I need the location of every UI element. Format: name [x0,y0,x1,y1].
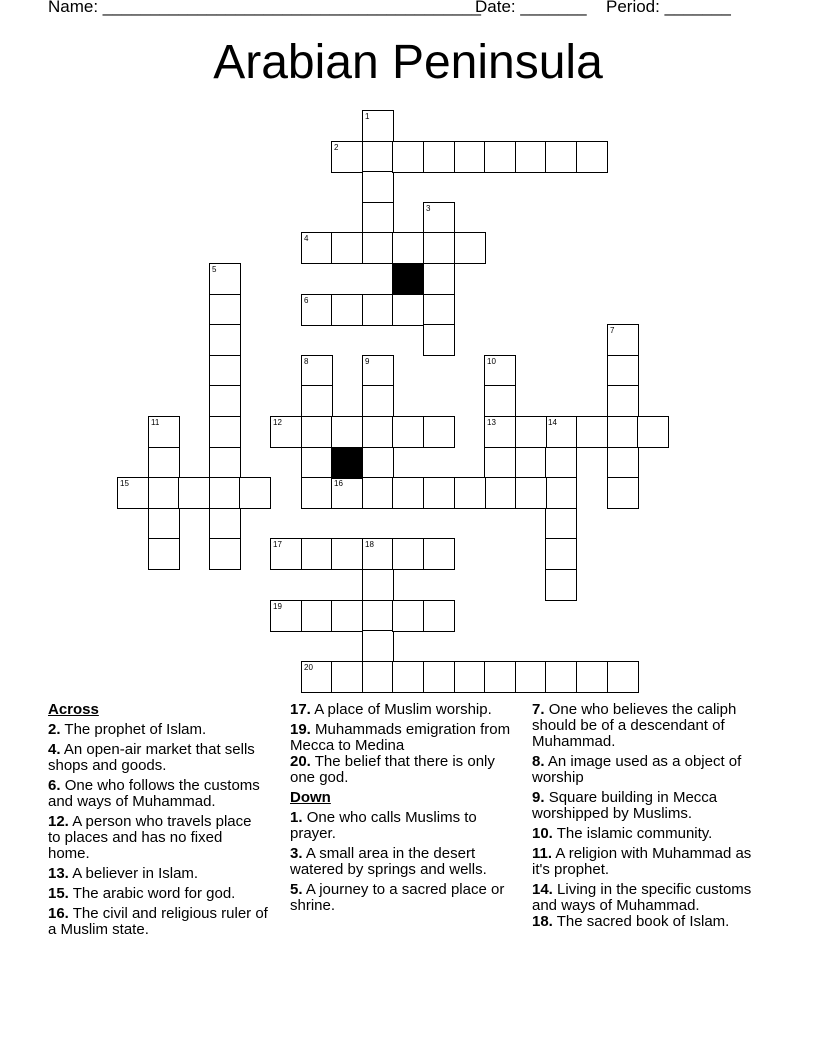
crossword-cell[interactable] [423,477,455,509]
crossword-cell[interactable] [423,202,455,234]
clue-number: 5 [212,265,217,274]
clue-across-4: 4. An open-air market that sells shops and goods. [48,741,255,774]
crossword-cell[interactable] [270,600,302,632]
crossword-cell[interactable] [545,477,577,509]
crossword-cell[interactable] [423,141,455,173]
crossword-cell[interactable] [209,538,241,570]
crossword-cell[interactable] [301,447,333,479]
clue-number: 20 [304,663,313,672]
clue-across-2: 2. The prophet of Islam. [48,721,207,738]
crossword-cell[interactable] [423,661,455,693]
clue-across-20: 20. The belief that there is only one god. [290,753,495,786]
crossword-cell[interactable] [362,110,394,142]
crossword-cell[interactable] [392,416,424,448]
clue-down-1: 1. One who calls Muslims to prayer. [290,809,477,842]
clue-number: 2 [334,143,339,152]
crossword-cell[interactable] [209,324,241,356]
clues-column-3 [532,702,757,934]
crossword-cell[interactable] [331,477,363,509]
clue-number: 3 [426,204,431,213]
crossword-cell[interactable] [362,355,394,387]
clue-number: 14 [548,418,557,427]
crossword-cell[interactable] [607,447,639,479]
clue-down-11: 11. A religion with Muhammad as it's prophet. [532,845,752,878]
clue-number: 8 [304,357,309,366]
crossword-cell[interactable] [209,294,241,326]
crossword-cell[interactable] [454,477,486,509]
crossword-cell[interactable] [607,661,639,693]
crossword-cell[interactable] [270,416,302,448]
crossword-cell[interactable] [301,385,333,417]
clue-across-17: 17. A place of Muslim worship. [290,701,492,718]
crossword-cell[interactable] [209,447,241,479]
crossword-cell[interactable] [484,355,516,387]
clue-number: 18 [365,540,374,549]
crossword-cell[interactable] [362,477,394,509]
clue-down-9: 9. Square building in Mecca worshipped by Muslims. [532,789,718,822]
crossword-cell[interactable] [576,141,608,173]
crossword-cell[interactable] [545,569,577,601]
clue-across-12: 12. A person who travels place to places and has no fixed home. [48,813,252,862]
crossword-cell[interactable] [239,477,271,509]
crossword-cell[interactable] [301,600,333,632]
clue-number: 10 [487,357,496,366]
crossword-cell[interactable] [607,324,639,356]
crossword-cell[interactable] [484,416,516,448]
crossword-cell[interactable] [331,416,363,448]
crossword-cell[interactable] [392,661,424,693]
clue-down-3: 3. A small area in the desert watered by springs and wells. [290,845,487,878]
crossword-cell[interactable] [178,477,210,509]
crossword-cell[interactable] [331,600,363,632]
clue-number: 17 [273,540,282,549]
clue-number: 13 [487,418,496,427]
crossword-cell[interactable] [454,141,486,173]
crossword-cell[interactable] [301,416,333,448]
clues-column-2 [290,702,515,918]
crossword-cell[interactable] [423,232,455,264]
crossword-cell[interactable] [362,569,394,601]
crossword-cell[interactable] [117,477,149,509]
crossword-cell[interactable] [331,232,363,264]
crossword-cell[interactable] [148,538,180,570]
clue-down-8: 8. An image used as a object of worship [532,753,742,786]
crossword-cell[interactable] [209,416,241,448]
crossword-cell[interactable] [484,141,516,173]
crossword-cell[interactable] [148,416,180,448]
clue-down-10: 10. The islamic community. [532,825,713,842]
clue-number: 6 [304,296,309,305]
clue-down-14: 14. Living in the specific customs and ways of Muhammad. [532,881,752,914]
crossword-cell[interactable] [209,508,241,540]
crossword-cell[interactable] [423,416,455,448]
clue-number: 7 [610,326,615,335]
clue-across-6: 6. One who follows the customs and ways of Muhammad. [48,777,260,810]
crossword-cell[interactable] [362,232,394,264]
crossword-cell[interactable] [423,600,455,632]
crossword-cell[interactable] [301,232,333,264]
crossword-cell[interactable] [515,661,547,693]
crossword-cell[interactable] [576,416,608,448]
crossword-cell[interactable] [515,141,547,173]
crossword-cell[interactable] [392,141,424,173]
crossword-cell[interactable] [362,600,394,632]
crossword-cell[interactable] [301,355,333,387]
clue-down-5: 5. A journey to a sacred place or shrine. [290,881,505,914]
crossword-cell[interactable] [607,477,639,509]
crossword-cell[interactable] [423,263,455,295]
clue-down-7: 7. One who believes the caliph should be of a descendant of Muhammad. [532,701,737,750]
black-square [331,447,363,479]
crossword-cell[interactable] [362,294,394,326]
crossword-cell[interactable] [270,538,302,570]
clue-across-19: 19. Muhammads emigration from Mecca to Medina [290,721,511,754]
crossword-cell[interactable] [545,661,577,693]
crossword-cell[interactable] [423,538,455,570]
crossword-cell[interactable] [331,538,363,570]
clue-down-18: 18. The sacred book of Islam. [532,913,730,930]
crossword-cell[interactable] [209,385,241,417]
crossword-cell[interactable] [362,538,394,570]
crossword-cell[interactable] [423,294,455,326]
clue-number: 15 [120,479,129,488]
crossword-cell[interactable] [515,477,547,509]
crossword-cell[interactable] [545,538,577,570]
crossword-cell[interactable] [607,385,639,417]
crossword-cell[interactable] [607,416,639,448]
crossword-cell[interactable] [209,477,241,509]
clue-across-13: 13. A believer in Islam. [48,865,199,882]
crossword-cell[interactable] [545,447,577,479]
crossword-cell[interactable] [484,477,516,509]
down-heading: Down [290,789,331,806]
crossword-cell[interactable] [362,447,394,479]
crossword-cell[interactable] [301,294,333,326]
crossword-cell[interactable] [637,416,669,448]
crossword-cell[interactable] [545,416,577,448]
crossword-cell[interactable] [484,661,516,693]
crossword-cell[interactable] [454,661,486,693]
crossword-cell[interactable] [362,661,394,693]
crossword-cell[interactable] [392,477,424,509]
clue-number: 9 [365,357,370,366]
crossword-cell[interactable] [209,355,241,387]
crossword-cell[interactable] [331,141,363,173]
clue-number: 12 [273,418,282,427]
black-square [392,263,424,295]
crossword-cell[interactable] [392,538,424,570]
clues-column-1 [48,702,268,942]
crossword-cell[interactable] [515,416,547,448]
crossword-cell[interactable] [392,294,424,326]
crossword-cell[interactable] [301,538,333,570]
crossword-cell[interactable] [148,447,180,479]
clue-across-15: 15. The arabic word for god. [48,885,236,902]
crossword-cell[interactable] [331,661,363,693]
name-field-label: Name: ________________________________________ [48,0,481,16]
crossword-cell[interactable] [209,263,241,295]
crossword-cell[interactable] [423,324,455,356]
crossword-cell[interactable] [331,294,363,326]
crossword-cell[interactable] [301,661,333,693]
page-title: Arabian Peninsula [213,36,603,89]
clue-number: 11 [151,418,160,427]
clue-number: 19 [273,602,282,611]
crossword-cell[interactable] [576,661,608,693]
crossword-cell[interactable] [607,355,639,387]
crossword-cell[interactable] [454,232,486,264]
crossword-cell[interactable] [362,385,394,417]
crossword-cell[interactable] [484,385,516,417]
clue-number: 4 [304,234,309,243]
crossword-cell[interactable] [484,447,516,479]
crossword-cell[interactable] [362,630,394,662]
crossword-cell[interactable] [148,477,180,509]
clue-across-16: 16. The civil and religious ruler of a Muslim state. [48,905,268,938]
crossword-cell[interactable] [545,141,577,173]
date-field-label: Date: _______ [475,0,587,16]
across-heading: Across [48,701,99,718]
crossword-cell[interactable] [545,508,577,540]
crossword-cell[interactable] [301,477,333,509]
clue-number: 1 [365,112,370,121]
crossword-cell[interactable] [148,508,180,540]
crossword-cell[interactable] [362,171,394,203]
period-field-label: Period: _______ [606,0,731,16]
crossword-cell[interactable] [362,416,394,448]
crossword-cell[interactable] [362,141,394,173]
crossword-cell[interactable] [392,600,424,632]
crossword-cell[interactable] [362,202,394,234]
clue-number: 16 [334,479,343,488]
crossword-cell[interactable] [392,232,424,264]
